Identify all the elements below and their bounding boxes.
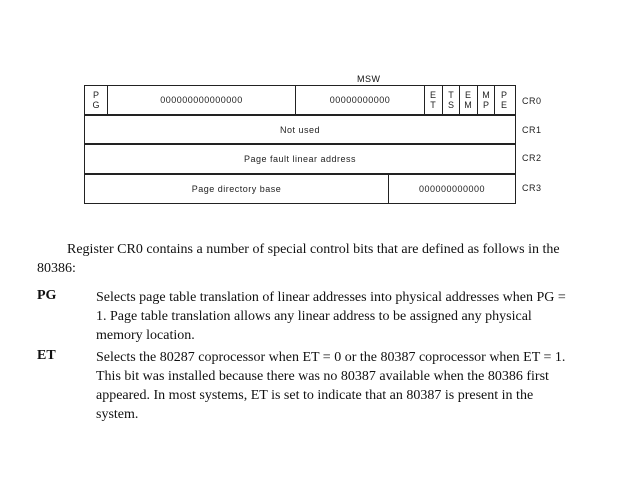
definition-line: memory location. [96,328,195,343]
cr3-label: CR3 [522,183,542,193]
et-letter-e: E [429,90,436,100]
definition-line: appeared. In most systems, ET is set to indicate that an 80387 is present in the [96,388,534,403]
ts-letter-s: S [447,100,454,110]
pe-letter-e: E [500,100,507,110]
definition-line: Selects page table translation of linear addresses into physical addresses when PG = [96,290,566,305]
cr0-ts-bit [446,90,456,110]
cr0-divider-bits [424,85,425,115]
cr0-em-bit [463,90,473,110]
cr0-pe-bit [499,90,509,110]
pe-letter-p: P [500,90,507,100]
cr1-text: Not used [279,124,321,135]
definition-line: system. [96,407,139,422]
mp-letter-p: P [482,100,489,110]
definition-et [96,348,601,424]
cr0-field-zeros-2: 00000000000 [329,95,391,105]
cr1-label: CR1 [522,125,542,135]
cr2-text: Page fault linear address [243,154,357,164]
pg-letter-g: G [92,100,100,110]
em-letter-m: M [464,100,472,110]
et-letter-t: T [430,100,436,110]
definition-line: Selects the 80287 coprocessor when ET = 0 or the 80387 coprocessor when ET = 1. [96,350,566,365]
cr0-et-bit [428,90,438,110]
definition-pg [96,288,601,345]
cr0-mp-bit [481,90,491,110]
cr0-pg-bit [91,90,101,110]
pg-letter-p: P [92,90,99,100]
intro-line-1: Register CR0 contains a number of special control bits that are defined as follows in the [67,242,560,257]
definition-term-et: ET [37,348,56,363]
mp-letter-m: M [482,90,490,100]
msw-label: MSW [357,74,381,84]
cr0-field-zeros-1: 000000000000000 [160,95,243,105]
cr0-divider-bit3 [477,85,478,115]
definition-line: This bit was installed because there was no 80387 available when the 80386 first [96,369,549,384]
definition-line: 1. Page table translation allows any linear address to be assigned any physical [96,309,532,324]
cr0-divider-bit1 [442,85,443,115]
cr0-label: CR0 [522,96,542,106]
definition-term-pg: PG [37,288,57,303]
cr0-divider-bit2 [459,85,460,115]
intro-line-2: 80386: [37,261,76,276]
cr3-text: Page directory base [191,184,282,194]
cr3-zeros: 000000000000 [418,184,486,194]
em-letter-e: E [464,90,471,100]
cr2-label: CR2 [522,153,542,163]
cr0-divider-bit4 [494,85,495,115]
ts-letter-t: T [448,90,454,100]
